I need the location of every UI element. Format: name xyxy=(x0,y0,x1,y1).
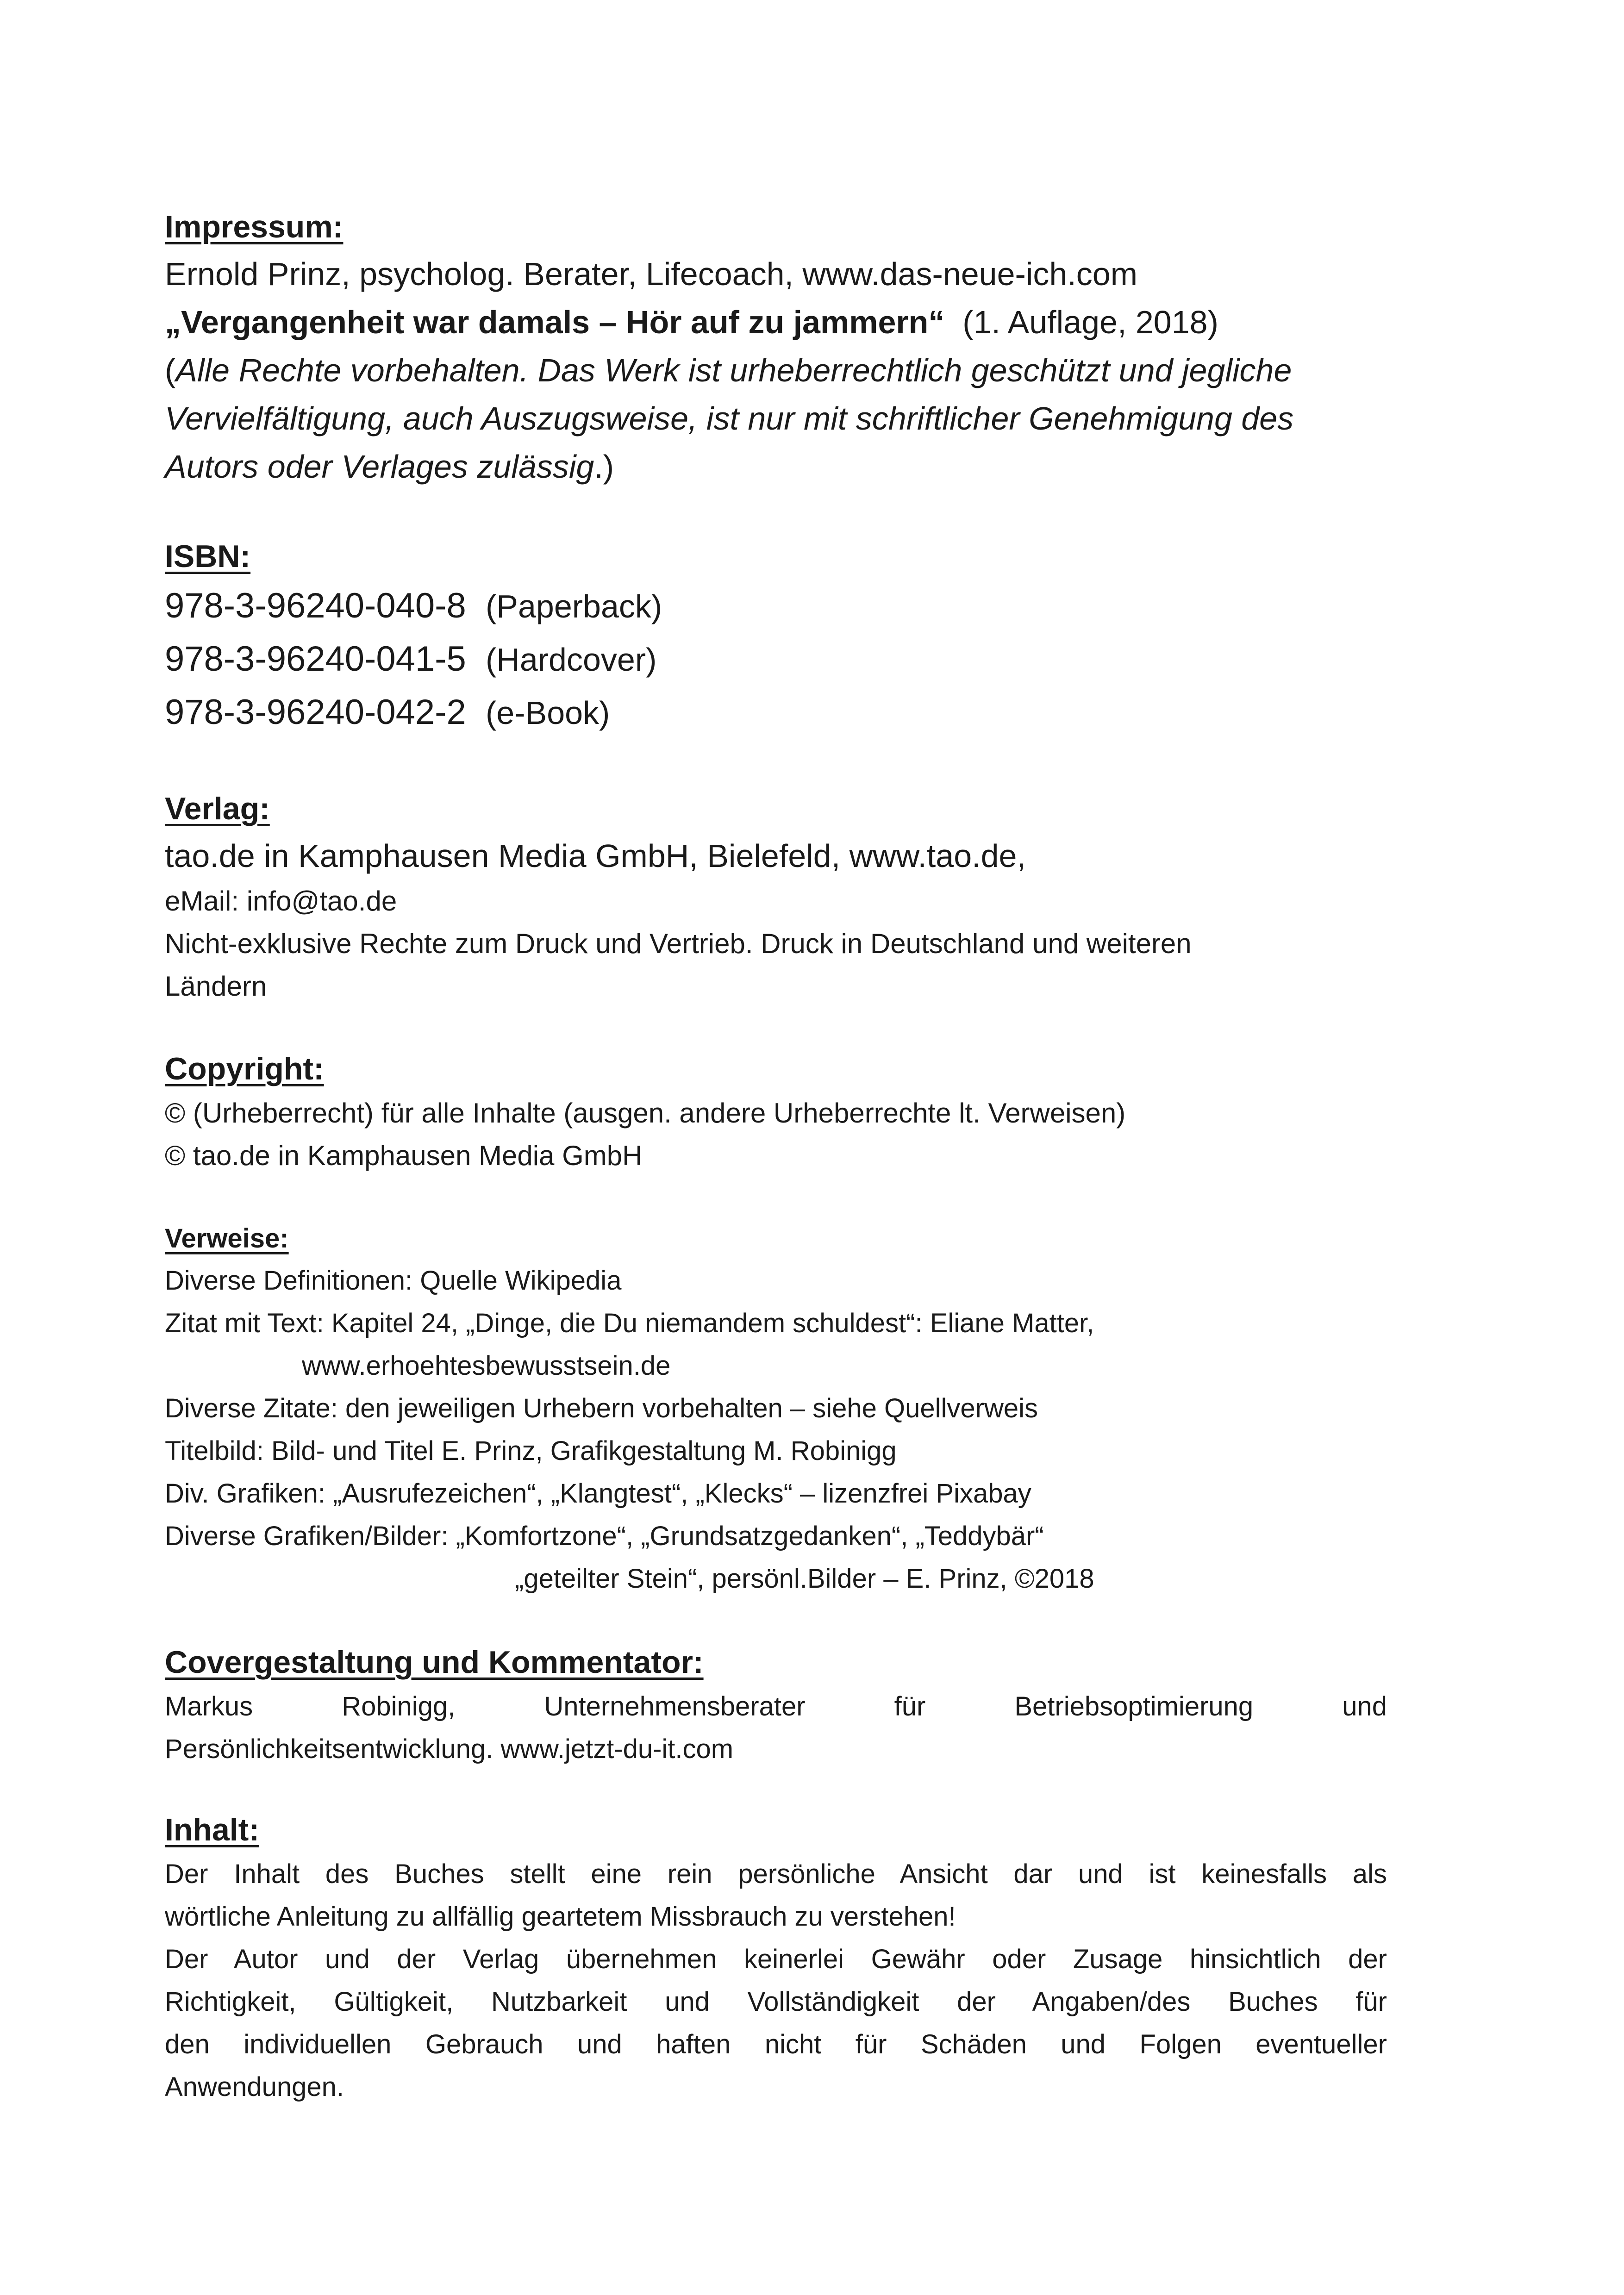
reference-line: Zitat mit Text: Kapitel 24, „Dinge, die Du niemandem schuldest“: Eliane Matter, xyxy=(165,1308,1094,1338)
cover-section xyxy=(165,1639,1387,1771)
copyright-section xyxy=(165,1046,1387,1177)
rights-text-3: Autors oder Verlages zulässig xyxy=(165,449,594,485)
publisher-rights-line-2: Ländern xyxy=(165,971,267,1002)
rights-line-2: Vervielfältigung, auch Auszugsweise, ist nur mit schriftlicher Genehmigung des xyxy=(165,400,1294,437)
publisher-rights-line-1: Nicht-exklusive Rechte zum Druck und Vertrieb. Druck in Deutschland und weiteren xyxy=(165,928,1192,959)
copyright-line-2: © tao.de in Kamphausen Media GmbH xyxy=(165,1140,643,1171)
impressum-heading: Impressum: xyxy=(165,209,344,244)
document-page xyxy=(165,204,1387,2108)
cover-line-2: Persönlichkeitsentwicklung. www.jetzt-du-it.com xyxy=(165,1734,734,1764)
reference-line: Diverse Grafiken/Bilder: „Komfortzone“, „Grundsatzgedanken“, „Teddybär“ xyxy=(165,1521,1044,1551)
inhalt-line: Der Inhalt des Buches stellt eine rein persönliche Ansicht dar und ist keinesfalls als xyxy=(165,1859,1387,1889)
isbn-type: (Paperback) xyxy=(485,588,662,624)
isbn-type: (Hardcover) xyxy=(485,642,657,678)
rights-line-3 xyxy=(165,443,1387,491)
reference-line: Titelbild: Bild- und Titel E. Prinz, Grafikgestaltung M. Robinigg xyxy=(165,1436,897,1466)
rights-text-1: Alle Rechte vorbehalten. Das Werk ist urheberrechtlich geschützt und jegliche xyxy=(175,352,1292,388)
reference-line: Diverse Zitate: den jeweiligen Urhebern vorbehalten – siehe Quellverweis xyxy=(165,1393,1038,1423)
inhalt-line: Der Autor und der Verlag übernehmen keinerlei Gewähr oder Zusage hinsichtlich der xyxy=(165,1944,1387,1974)
book-title-line xyxy=(165,298,1387,346)
verweise-heading: Verweise: xyxy=(165,1223,289,1254)
isbn-section xyxy=(165,533,1387,739)
rights-close-paren: .) xyxy=(594,449,614,485)
inhalt-line: Anwendungen. xyxy=(165,2072,344,2102)
inhalt-line: Richtigkeit, Gültigkeit, Nutzbarkeit und Vollständigkeit der Angaben/des Buches für xyxy=(165,1987,1387,2017)
verweise-section xyxy=(165,1218,1387,1600)
copyright-line-1: © (Urheberrecht) für alle Inhalte (ausgen. andere Urheberrechte lt. Verweisen) xyxy=(165,1098,1126,1129)
isbn-heading: ISBN: xyxy=(165,539,251,574)
cover-line-1: Markus Robinigg, Unternehmensberater für Betriebsoptimierung und xyxy=(165,1691,1387,1721)
reference-line: Diverse Definitionen: Quelle Wikipedia xyxy=(165,1266,622,1296)
isbn-type: (e-Book) xyxy=(485,695,610,731)
impressum-section xyxy=(165,204,1387,491)
reference-line: www.erhoehtesbewusstsein.de xyxy=(302,1351,671,1381)
rights-open-paren: ( xyxy=(165,352,176,388)
book-title: „Vergangenheit war damals – Hör auf zu jammern“ xyxy=(165,304,945,340)
inhalt-line: wörtliche Anleitung zu allfällig geartetem Missbrauch zu verstehen! xyxy=(165,1902,956,1932)
publisher-line: tao.de in Kamphausen Media GmbH, Bielefeld, www.tao.de, xyxy=(165,838,1026,874)
rights-line-1 xyxy=(165,346,1387,394)
author-line: Ernold Prinz, psycholog. Berater, Lifecoach, www.das-neue-ich.com xyxy=(165,256,1138,292)
reference-line: Div. Grafiken: „Ausrufezeichen“, „Klangtest“, „Klecks“ – lizenzfrei Pixabay xyxy=(165,1478,1031,1509)
publisher-email: eMail: info@tao.de xyxy=(165,886,397,917)
reference-line: „geteilter Stein“, persönl.Bilder – E. Prinz, ©2018 xyxy=(515,1564,1094,1594)
inhalt-section xyxy=(165,1807,1387,2108)
isbn-number: 978-3-96240-042-2 xyxy=(165,692,466,732)
isbn-number: 978-3-96240-040-8 xyxy=(165,586,466,625)
isbn-number: 978-3-96240-041-5 xyxy=(165,639,466,679)
isbn-entry xyxy=(165,633,1387,686)
verlag-section xyxy=(165,786,1387,1008)
inhalt-line: den individuellen Gebrauch und haften nicht für Schäden und Folgen eventueller xyxy=(165,2029,1387,2059)
verlag-heading: Verlag: xyxy=(165,791,270,826)
cover-heading: Covergestaltung und Kommentator: xyxy=(165,1645,704,1680)
copyright-heading: Copyright: xyxy=(165,1051,324,1086)
isbn-entry xyxy=(165,580,1387,633)
book-edition: (1. Auflage, 2018) xyxy=(962,304,1218,340)
isbn-entry xyxy=(165,686,1387,739)
inhalt-heading: Inhalt: xyxy=(165,1812,259,1847)
